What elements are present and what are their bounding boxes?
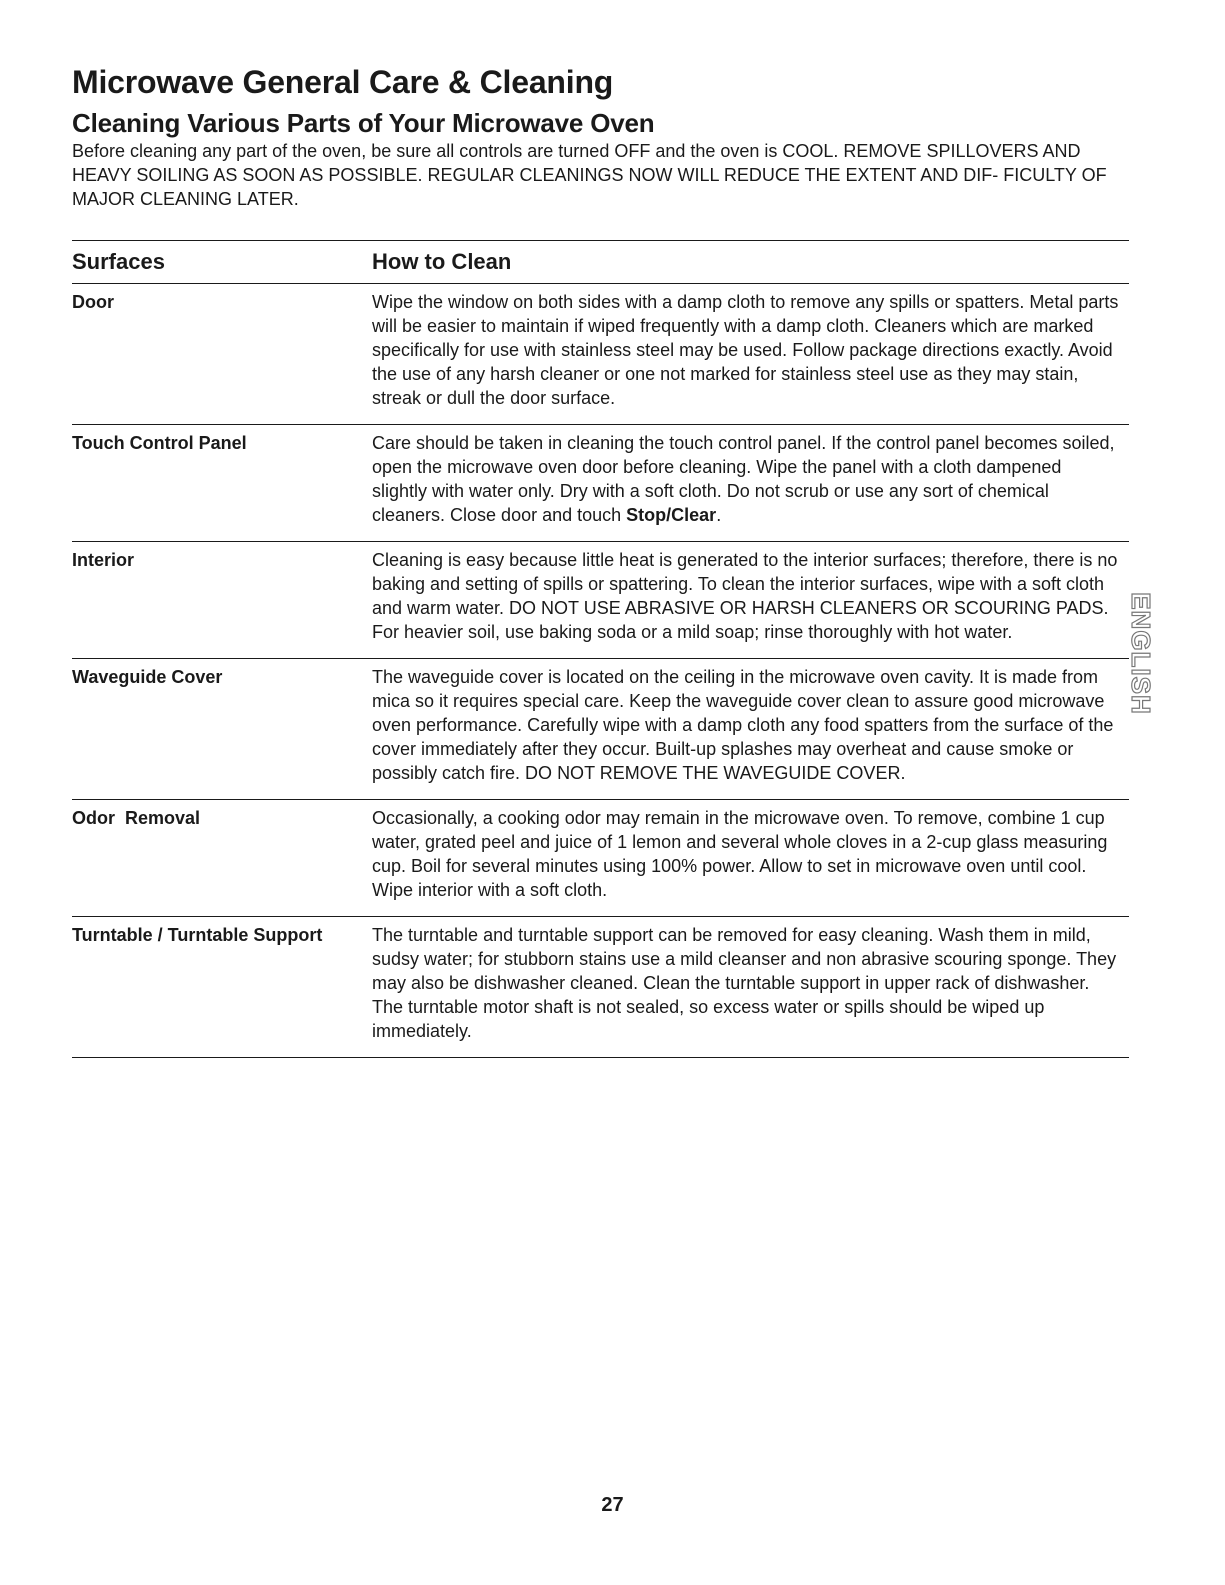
stop-clear-key-label: Stop/Clear [626,505,717,525]
table-header [72,240,1129,284]
section-title: Cleaning Various Parts of Your Microwave Oven [72,108,655,138]
page-number: 27 [601,1494,624,1516]
instructions-touch-control-panel [372,431,1129,527]
intro-paragraph: Before cleaning any part of the oven, be sure all controls are turned OFF and the oven is COOL. REMOVE SPILLOVERS AND HEAVY SOILING AS SOON AS POSSIBLE. REGULAR CLEANINGS NOW WILL REDUCE THE EXTENT AND DIF- FICULTY OF MAJOR CLEANING LATER. [72,141,1107,209]
surface-waveguide-cover: Waveguide Cover [72,667,223,687]
cleaning-table [72,240,1129,1058]
surface-touch-control-panel: Touch Control Panel [72,433,247,453]
header-surfaces: Surfaces [72,249,165,274]
table-row [72,425,1129,542]
instructions-door: Wipe the window on both sides with a damp cloth to remove any spills or spatters. Metal parts will be easier to maintain if wiped frequently with a damp cloth. Cleaners which are marked specifically for use with stainless steel may be used. Follow package directions exactly. Avoid the use of any harsh cleaner or one not marked for stainless steel use as they may stain, streak or dull the door surface. [372,292,1119,408]
instructions-turntable: The turntable and turntable support can be removed for easy cleaning. Wash them in mild, sudsy water; for stubborn stains use a mild cleanser and non abrasive scouring sponge. They may also be dishwasher cleaned. Clean the turntable support in upper rack of dishwasher. The turntable motor shaft is not sealed, so excess water or spills should be wiped up immediately. [372,925,1117,1041]
table-row [72,284,1129,425]
table-row [72,800,1129,917]
instructions-text: Care should be taken in cleaning the touch control panel. If the control panel becomes soiled, open the microwave oven door before cleaning. Wipe the panel with a cloth dampened slightly with water only. Dry with a soft cloth. Do not scrub or use any sort of chemical cleaners. Close door and touch [372,433,1115,525]
instructions-waveguide-cover: The waveguide cover is located on the ceiling in the microwave oven cavity. It is made from mica so it requires special care. Keep the waveguide cover clean to assure good microwave oven performance. Carefully wipe with a damp cloth any food spatters from the surface of the cover immediately after they occur. Built-up splashes may overheat and cause smoke or possibly catch fire. DO NOT REMOVE THE WAVEGUIDE COVER. [372,667,1114,783]
surface-interior: Interior [72,550,135,570]
instructions-odor-removal: Occasionally, a cooking odor may remain in the microwave oven. To remove, combine 1 cup water, grated peel and juice of 1 lemon and several whole cloves in a 2-cup glass measuring cup. Boil for several minutes using 100% power. Allow to set in microwave oven until cool. Wipe interior with a soft cloth. [372,808,1108,900]
instructions-tail: . [716,505,722,525]
page-title: Microwave General Care & Cleaning [72,64,614,100]
header-how-to-clean: How to Clean [372,249,512,274]
surface-turntable: Turntable / Turntable Support [72,925,323,945]
table-row [72,917,1129,1058]
instructions-interior: Cleaning is easy because little heat is generated to the interior surfaces; therefore, there is no baking and setting of spills or spattering. To clean the interior surfaces, wipe with a soft cloth and warm water. DO NOT USE ABRASIVE OR HARSH CLEANERS OR SCOURING PADS. For heavier soil, use baking soda or a mild soap; rinse thoroughly with hot water. [372,550,1118,642]
language-label: ENGLISH [1125,591,1156,715]
surface-door: Door [72,292,114,312]
table-row [72,659,1129,800]
language-side-tab [1125,578,1156,728]
surface-odor-removal: Odor Removal [72,808,201,828]
table-row [72,542,1129,659]
